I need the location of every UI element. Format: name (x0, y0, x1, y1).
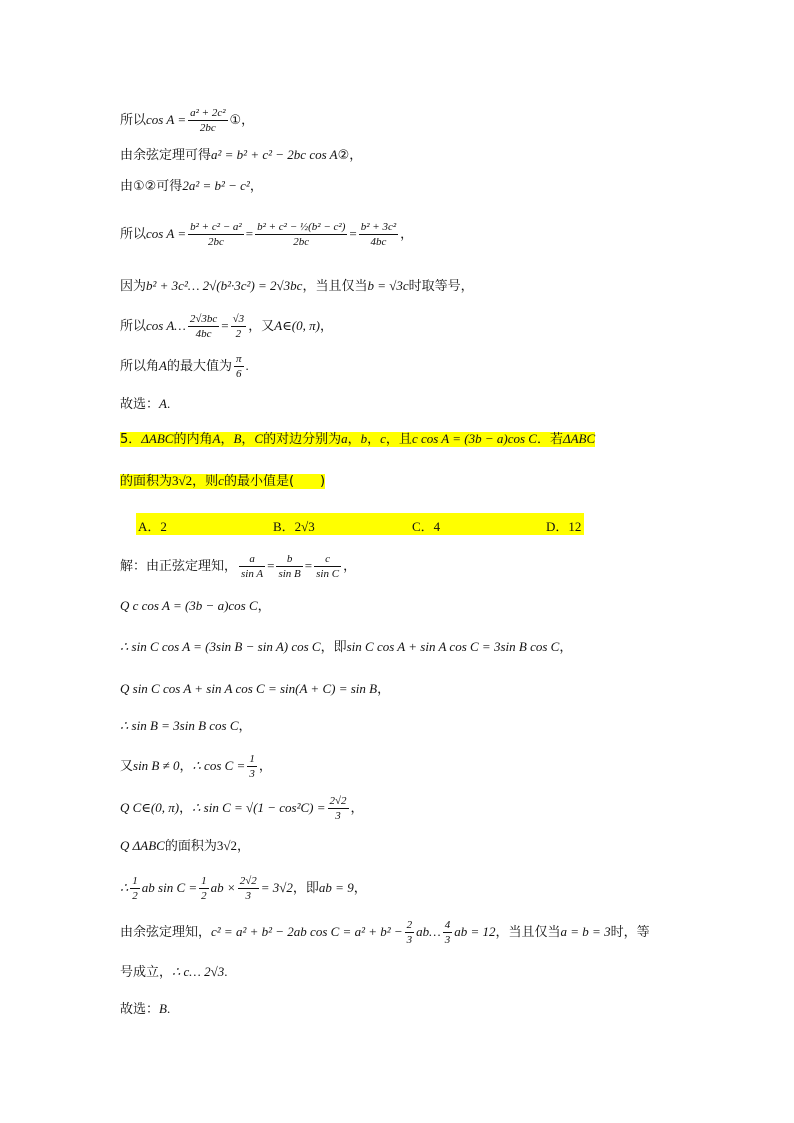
fraction: $\frac{√3}{2}$ (232, 313, 245, 340)
option-c: C．4 (412, 519, 441, 534)
option-b: B．2√3 (273, 519, 315, 534)
line-combine: 由①②可得2a² = b² − c²， (120, 178, 263, 194)
line-answer-prev: 故选：A. (120, 396, 171, 412)
question-5-line2 (120, 472, 325, 491)
fraction: $\frac{2}{3}$ (406, 919, 413, 946)
solution-line-3: ∴ sin C cos A = (3sin B − sin A) cos C，即sin C cos A + sin A cos C = 3sin B cos C， (120, 639, 573, 655)
solution-line-4: Q sin C cos A + sin A cos C = sin(A + C) = sin B， (120, 681, 391, 697)
fraction: $\frac{a}{\text{sin A}}$ (241, 553, 264, 580)
option-a: A．2 (138, 519, 167, 534)
question-highlight: 5．ΔABC的内角A，B，C的对边分别为a，b，c，且c cos A = (3b − a)cos C．若ΔABC (120, 431, 596, 447)
line-cosine-law: 由余弦定理可得a² = b² + c² − 2bc cos A②， (120, 147, 363, 163)
question-5-line1 (120, 430, 595, 449)
fraction: $\frac{\text{b² + c² − ½(b² − c²)}}{2bc}$ (257, 221, 346, 248)
fraction: $\frac{2√2}{3}$ (329, 795, 347, 822)
option-d: D．12 (546, 519, 582, 534)
line-cosA-expand: 所以cos A = $\frac{\text{b² + c² − a²}}{2bc}$ = $\frac{\text{b² + c² − ½(b² − c²)}}{2bc}$ = $\frac{\text{b² + 3c²}}{4bc}$ ， (120, 221, 414, 248)
line-am-gm: 因为b² + 3c²… 2√(b²·3c²) = 2√3bc，当且仅当b = √3c时取等号， (120, 278, 474, 294)
solution-line-7: Q C∈(0, π)，∴ sin C = √(1 − cos²C) = $\frac{2√2}{3}$ ， (120, 795, 364, 822)
fraction: $\frac{\pi}{6}$ (235, 353, 242, 380)
solution-answer: 故选：B. (120, 1001, 171, 1017)
fraction: $\frac{1}{2}$ (201, 875, 207, 902)
line-max-angle: 所以角A的最大值为 $\frac{\pi}{6}$ . (120, 353, 249, 380)
fraction: $\frac{4}{3}$ (444, 919, 451, 946)
solution-line-10: 由余弦定理知，c² = a² + b² − 2ab cos C = a² + b² − $\frac{2}{3}$ ab… $\frac{4}{3}$ ab = 12，当且仅当a = b = 3时，等 (120, 919, 650, 946)
solution-line-11: 号成立，∴ c… 2√3. (120, 964, 228, 980)
fraction: $\frac{2√2}{3}$ (239, 875, 257, 902)
line-cosA-bound: 所以cos A… $\frac{2√3bc}{4bc}$ = $\frac{√3}{2}$ ，又A∈(0, π)， (120, 313, 333, 340)
fraction: $\frac{b}{\text{sin B}}$ (278, 553, 301, 580)
fraction: $\frac{2√3bc}{4bc}$ (189, 313, 218, 340)
solution-line-6: 又sin B ≠ 0，∴ cos C = $\frac{1}{3}$ ， (120, 753, 272, 780)
fraction: $\frac{\text{b² + c² − a²}}{2bc}$ (190, 221, 242, 248)
fraction: $\frac{1}{2}$ (132, 875, 138, 902)
fraction: $\frac{c}{\text{sin C}}$ (316, 553, 340, 580)
fraction: $\frac{\text{a² + 2c²}}{2bc}$ (190, 107, 226, 134)
question-highlight: 的面积为3√2，则c的最小值是( ) (120, 473, 326, 489)
solution-line-5: ∴ sin B = 3sin B cos C， (120, 718, 252, 734)
solution-line-9: ∴ $\frac{1}{2}$ ab sin C = $\frac{1}{2}$ ab × $\frac{2√2}{3}$ = 3√2，即ab = 9， (120, 875, 367, 902)
solution-line-2: Q c cos A = (3b − a)cos C， (120, 598, 271, 614)
fraction: $\frac{1}{3}$ (249, 753, 255, 780)
solution-line-8: Q ΔABC的面积为3√2， (120, 838, 250, 854)
options-row (136, 513, 584, 535)
line-cosA-definition: 所以cos A = $\frac{\text{a² + 2c²}}{2bc}$ ①， (120, 107, 255, 134)
fraction: $\frac{\text{b² + 3c²}}{4bc}$ (360, 221, 397, 248)
solution-line-1: 解：由正弦定理知， $\frac{a}{\text{sin A}}$ = $\frac{b}{\text{sin B}}$ = $\frac{c}{\text{sin C}}$ ， (120, 553, 357, 580)
